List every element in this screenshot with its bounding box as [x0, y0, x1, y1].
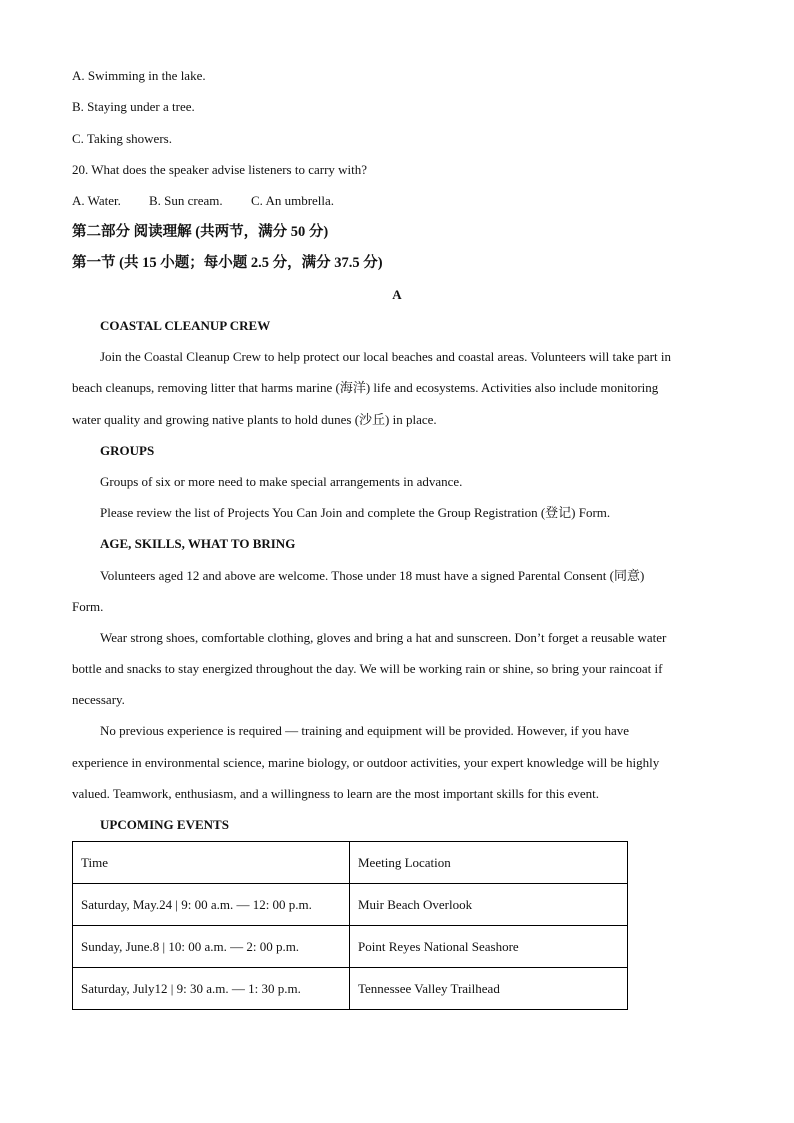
table-row	[73, 968, 628, 1010]
q20-option-a: A. Water.	[72, 193, 121, 208]
age-line-1: Volunteers aged 12 and above are welcome. Those under 18 must have a signed Parental Consent (同意)	[100, 568, 645, 583]
q19-option-a: A. Swimming in the lake.	[72, 68, 206, 83]
section-heading-part2: 第二部分 阅读理解 (共两节，满分 50 分)	[72, 224, 329, 240]
table-row	[73, 926, 628, 968]
groups-line-2: Please review the list of Projects You Can Join and complete the Group Registration (登记) Form.	[100, 505, 611, 520]
passage-letter: A	[392, 287, 402, 302]
q19-option-c: C. Taking showers.	[72, 131, 172, 146]
events-table	[72, 841, 628, 1010]
age-line-2: Form.	[72, 599, 104, 614]
age-line-8: valued. Teamwork, enthusiasm, and a willingness to learn are the most important skills for this event.	[72, 786, 600, 801]
age-line-5: necessary.	[72, 692, 125, 707]
age-line-3: Wear strong shoes, comfortable clothing, gloves and bring a hat and sunscreen. Don’t forget a reusable water	[100, 630, 667, 645]
events-heading: UPCOMING EVENTS	[100, 817, 229, 832]
table-header-row	[73, 842, 628, 884]
intro-line-2: beach cleanups, removing litter that harms marine (海洋) life and ecosystems. Activities also include monitoring	[72, 380, 659, 395]
age-line-7: experience in environmental science, marine biology, or outdoor activities, your expert knowledge will be highly	[72, 755, 660, 770]
table-cell-location: Tennessee Valley Trailhead	[350, 968, 628, 1010]
intro-line-1: Join the Coastal Cleanup Crew to help protect our local beaches and coastal areas. Volunteers will take part in	[100, 349, 671, 364]
passage-title: COASTAL CLEANUP CREW	[100, 318, 271, 333]
q20-options	[72, 192, 334, 210]
groups-line-1: Groups of six or more need to make special arrangements in advance.	[100, 474, 463, 489]
table-row	[73, 884, 628, 926]
table-cell-location: Muir Beach Overlook	[350, 884, 628, 926]
section-heading-part2-1: 第一节 (共 15 小题；每小题 2.5 分，满分 37.5 分)	[72, 255, 383, 271]
table-cell-time: Saturday, July12 | 9: 30 a.m. — 1: 30 p.m.	[73, 968, 350, 1010]
age-line-6: No previous experience is required — training and equipment will be provided. However, if you have	[100, 723, 630, 738]
table-header-time: Time	[73, 842, 350, 884]
age-line-4: bottle and snacks to stay energized throughout the day. We will be working rain or shine, so bring your raincoat if	[72, 661, 663, 676]
groups-heading: GROUPS	[100, 443, 155, 458]
intro-line-3: water quality and growing native plants to hold dunes (沙丘) in place.	[72, 412, 437, 427]
age-heading: AGE, SKILLS, WHAT TO BRING	[100, 536, 296, 551]
table-cell-location: Point Reyes National Seashore	[350, 926, 628, 968]
q20-option-b: B. Sun cream.	[149, 193, 223, 208]
table-cell-time: Sunday, June.8 | 10: 00 a.m. — 2: 00 p.m.	[73, 926, 350, 968]
q20-option-c: C. An umbrella.	[251, 193, 335, 208]
table-cell-time: Saturday, May.24 | 9: 00 a.m. — 12: 00 p.m.	[73, 884, 350, 926]
q20-question: 20. What does the speaker advise listeners to carry with?	[72, 162, 368, 177]
q19-option-b: B. Staying under a tree.	[72, 99, 195, 114]
table-header-location: Meeting Location	[350, 842, 628, 884]
